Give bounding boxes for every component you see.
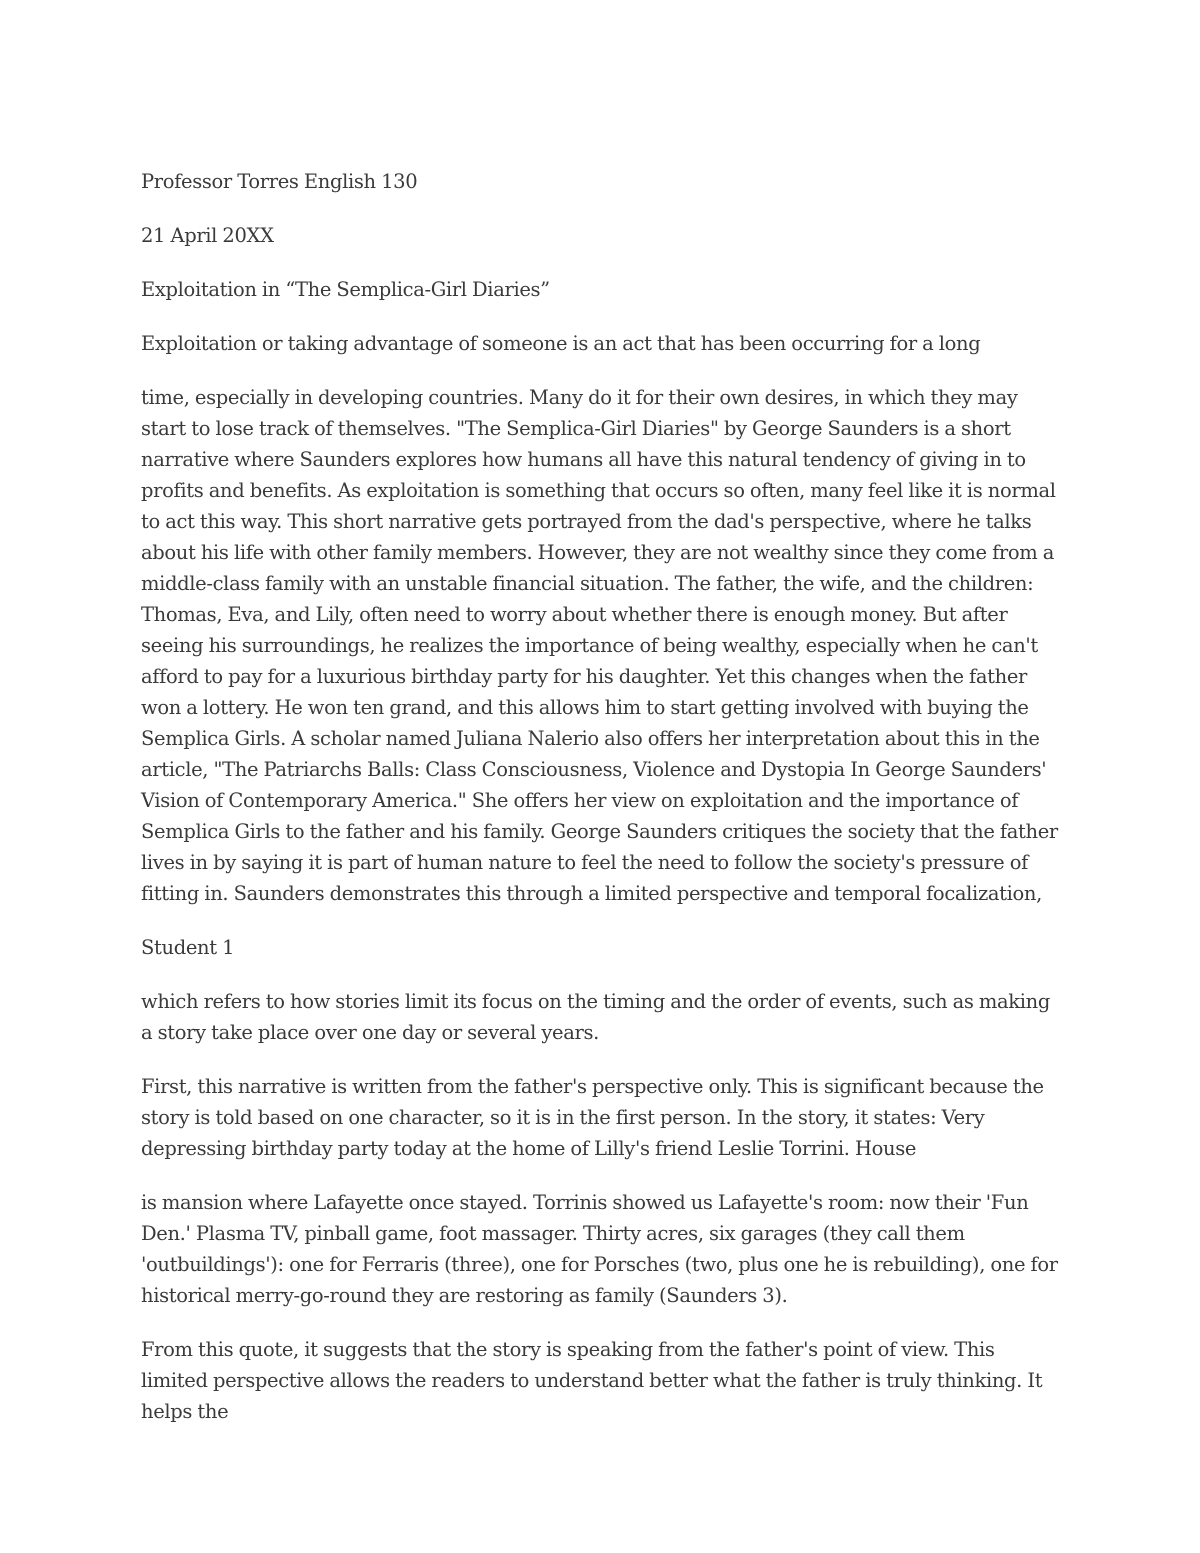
paragraph-4: From this quote, it suggests that the story is speaking from the father's point of view. This limited perspective allows the readers to understand better what the father is truly thinking. It helps the	[141, 1338, 1043, 1423]
document-body	[141, 166, 1066, 1450]
quote-continuation: is mansion where Lafayette once stayed. Torrinis showed us Lafayette's room: now their 'Fun Den.' Plasma TV, pinball game, foot massager. Thirty acres, six garages (they call them 'outbuildings'): one for Ferraris (three), one for Porsches (two, plus one he is rebuilding), one for historical merry-go-round they are restoring as family (Saunders 3).	[141, 1191, 1058, 1307]
opening-line: Exploitation or taking advantage of someone is an act that has been occurring for a long	[141, 332, 981, 355]
date-line: 21 April 20XX	[141, 224, 274, 247]
paragraph-3: First, this narrative is written from the father's perspective only. This is significant because the story is told based on one character, so it is in the first person. In the story, it states: Very depressing birthday party today at the home of Lilly's friend Leslie Torrini. House	[141, 1075, 1044, 1160]
running-head: Student 1	[141, 936, 235, 959]
essay-title: Exploitation in “The Semplica-Girl Diaries”	[141, 278, 550, 301]
paragraph-1: time, especially in developing countries. Many do it for their own desires, in which they may start to lose track of themselves. "The Semplica-Girl Diaries" by George Saunders is a short narrative where Saunders explores how humans all have this natural tendency of giving in to profits and benefits. As exploitation is something that occurs so often, many feel like it is normal to act this way. This short narrative gets portrayed from the dad's perspective, where he talks about his life with other family members. However, they are not wealthy since they come from a middle-class family with an unstable financial situation. The father, the wife, and the children: Thomas, Eva, and Lily, often need to worry about whether there is enough money. But after seeing his surroundings, he realizes the importance of being wealthy, especially when he can't afford to pay for a luxurious birthday party for his daughter. Yet this changes when the father won a lottery. He won ten grand, and this allows him to start getting involved with buying the Semplica Girls. A scholar named Juliana Nalerio also offers her interpretation about this in the article, "The Patriarchs Balls: Class Consciousness, Violence and Dystopia In George Saunders' Vision of Contemporary America." She offers her view on exploitation and the importance of Semplica Girls to the father and his family. George Saunders critiques the society that the father lives in by saying it is part of human nature to feel the need to follow the society's pressure of fitting in. Saunders demonstrates this through a limited perspective and temporal focalization,	[141, 386, 1058, 905]
paragraph-2: which refers to how stories limit its focus on the timing and the order of events, such as making a story take place over one day or several years.	[141, 990, 1050, 1044]
header-line: Professor Torres English 130	[141, 170, 418, 193]
